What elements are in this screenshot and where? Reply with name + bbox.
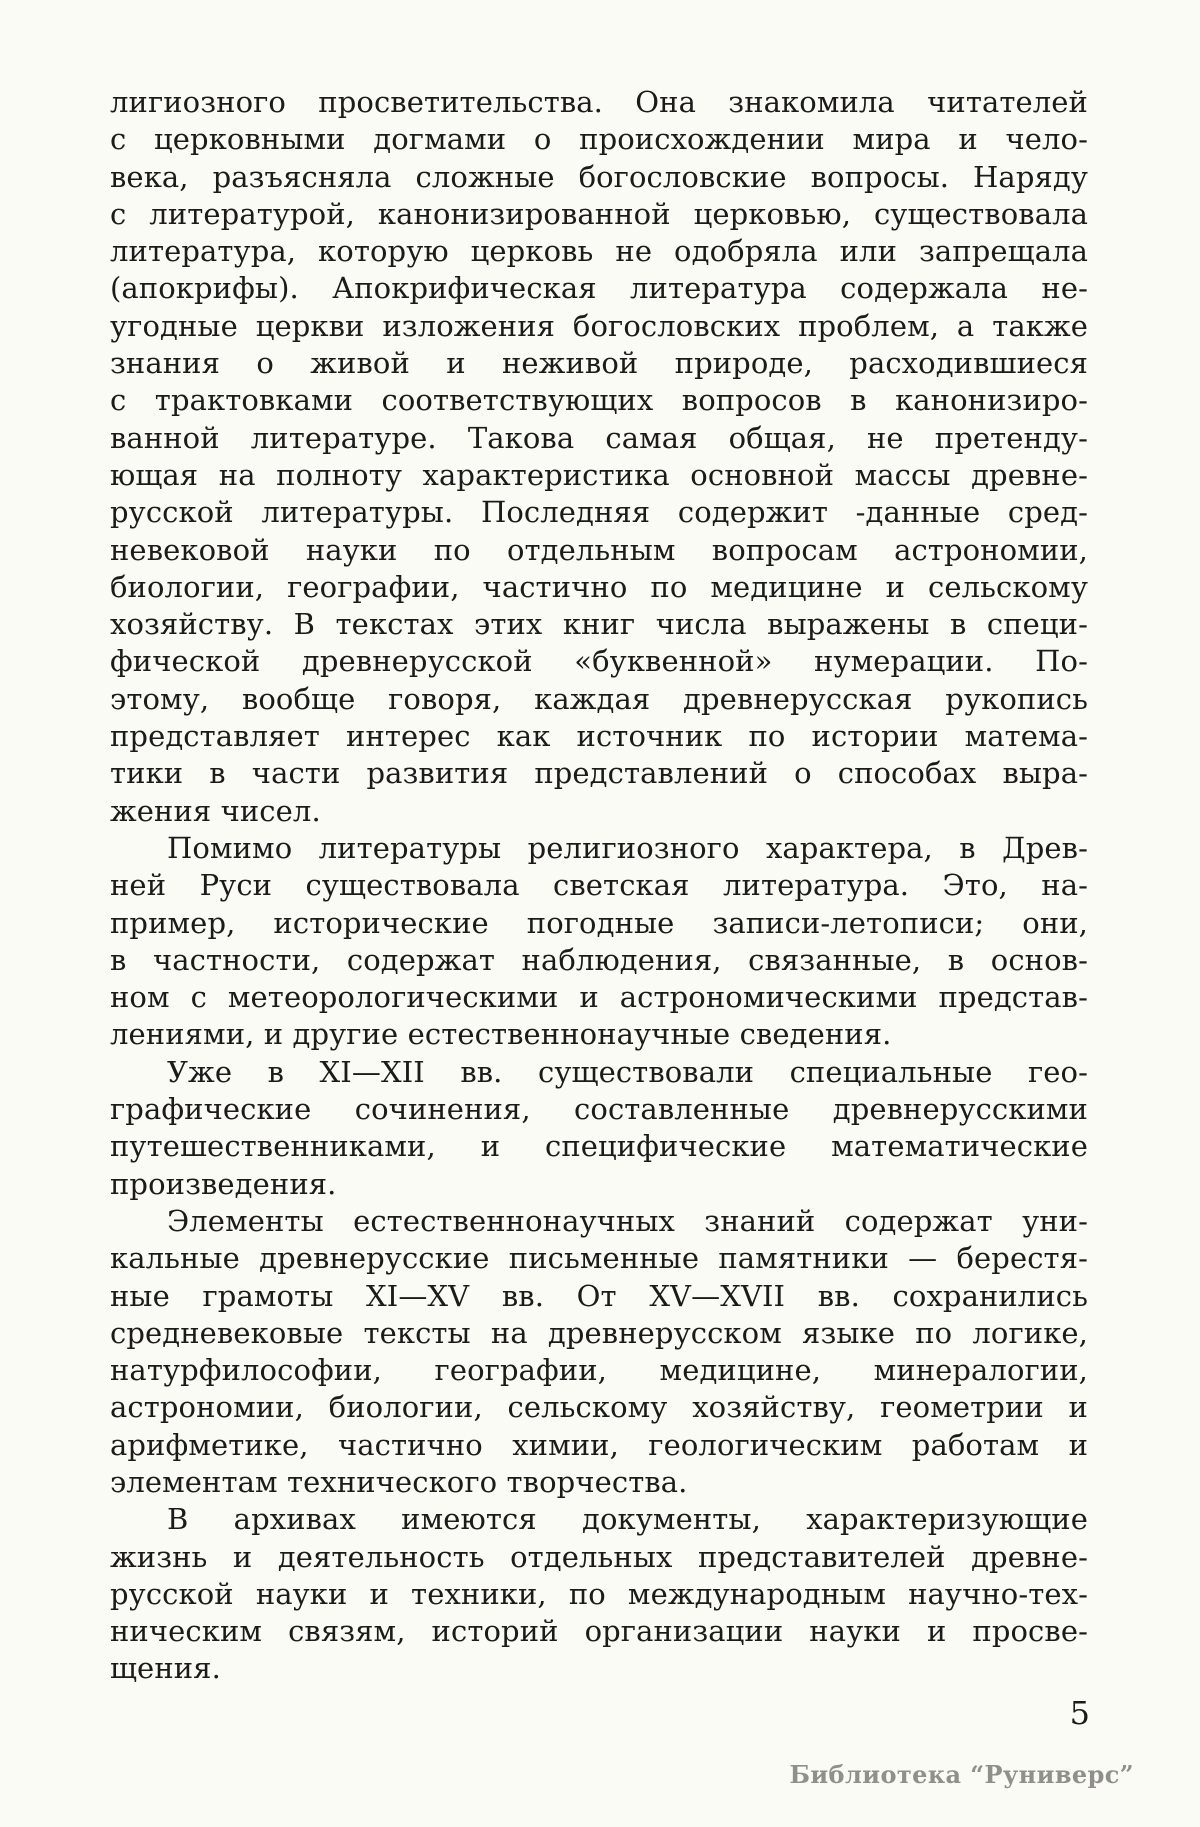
text-block <box>110 84 1088 1688</box>
text-line: в частности, содержат наблюдения, связанные, в основ- <box>110 942 1088 977</box>
text-line: Элементы естественнонаучных знаний содержат уни- <box>167 1203 1088 1238</box>
text-line: средневековые тексты на древнерусском языке по логике, <box>110 1315 1088 1350</box>
text-line: (апокрифы). Апокрифическая литература содержала не- <box>110 271 1088 306</box>
text-line: Помимо литературы религиозного характера, в Древ- <box>167 830 1088 865</box>
text-line: русской науки и техники, по международным научно-тех- <box>110 1576 1088 1611</box>
text-line: путешественниками, и специфические математические <box>110 1129 1088 1164</box>
text-line: тики в части развития представлений о способах выра- <box>110 756 1088 791</box>
text-line: литература, которую церковь не одобряла или запрещала <box>110 234 1088 269</box>
text-line: пример, исторические погодные записи-летописи; они, <box>110 905 1088 940</box>
text-line: века, разъясняла сложные богословские вопросы. Наряду <box>110 159 1088 194</box>
page-number: 5 <box>1069 1694 1090 1732</box>
text-line: знания о живой и неживой природе, расходившиеся <box>110 346 1088 381</box>
text-line: В архивах имеются документы, характеризующие <box>167 1502 1088 1537</box>
text-line: представляет интерес как источник по истории матема- <box>110 719 1088 754</box>
text-line: ющая на полноту характеристика основной массы древне- <box>110 457 1088 492</box>
text-line: ней Руси существовала светская литература. Это, на- <box>110 868 1088 903</box>
text-line: с трактовками соответствующих вопросов в канонизиро- <box>110 383 1088 418</box>
text-line: невековой науки по отдельным вопросам астрономии, <box>110 532 1088 567</box>
text-line: элементам технического творчества. <box>110 1464 688 1499</box>
text-line: кальные древнерусские письменные памятники — берестя- <box>110 1241 1088 1276</box>
watermark: Библиотека “Руниверс” <box>789 1760 1134 1789</box>
text-line: арифметике, частично химии, геологическим работам и <box>110 1427 1088 1462</box>
text-line: с церковными догмами о происхождении мира и чело- <box>110 122 1088 157</box>
text-line: ные грамоты XI—XV вв. От XV—XVII вв. сохранились <box>110 1278 1088 1313</box>
text-line: ном с метеорологическими и астрономическими представ- <box>110 980 1088 1015</box>
text-line: биологии, географии, частично по медицине и сельскому <box>110 569 1088 604</box>
text-line: произведения. <box>110 1166 337 1201</box>
text-line: натурфилософии, географии, медицине, минералогии, <box>110 1353 1088 1388</box>
text-line: лигиозного просветительства. Она знакомила читателей <box>110 85 1088 119</box>
text-line: щения. <box>110 1651 221 1686</box>
text-line: русской литературы. Последняя содержит -данные сред- <box>110 495 1088 530</box>
text-line: ванной литературе. Такова самая общая, не претенду- <box>110 420 1088 455</box>
text-line: с литературой, канонизированной церковью, существовала <box>110 196 1088 231</box>
text-line: жения чисел. <box>110 793 321 828</box>
text-line: Уже в XI—XII вв. существовали специальные гео- <box>167 1054 1088 1089</box>
text-line: графические сочинения, составленные древнерусскими <box>110 1092 1088 1127</box>
text-line: этому, вообще говоря, каждая древнерусская рукопись <box>110 681 1088 716</box>
text-line: астрономии, биологии, сельскому хозяйству, геометрии и <box>110 1390 1088 1425</box>
text-line: угодные церкви изложения богословских проблем, а также <box>110 308 1088 343</box>
text-line: жизнь и деятельность отдельных представителей древне- <box>110 1539 1088 1574</box>
text-line: лениями, и другие естественнонаучные сведения. <box>110 1017 892 1052</box>
text-line: ническим связям, историй организации науки и просве- <box>110 1614 1088 1649</box>
text-line: хозяйству. В текстах этих книг числа выражены в специ- <box>110 607 1088 642</box>
text-line: фической древнерусской «буквенной» нумерации. По- <box>110 644 1088 679</box>
